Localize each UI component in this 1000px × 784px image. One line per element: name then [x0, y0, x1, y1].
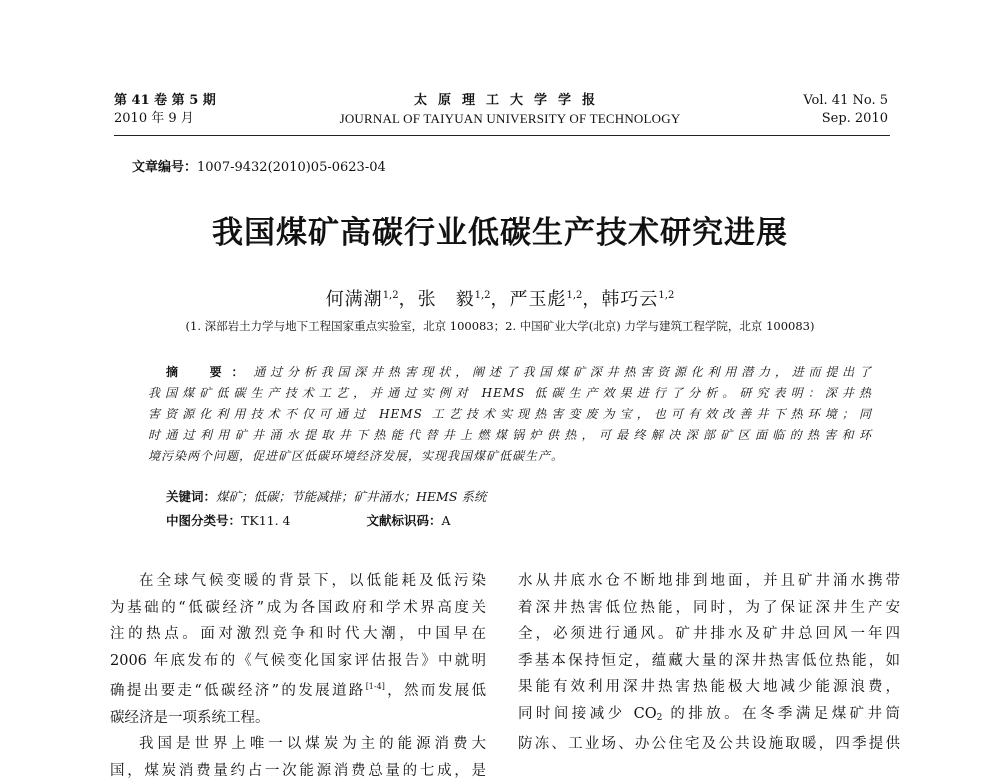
clc-value: TK11. 4: [241, 513, 290, 528]
author-name: 严玉彪: [510, 289, 567, 310]
body-line: 水从井底水仓不断地排到地面，并且矿井涌水携带: [518, 568, 900, 595]
keywords-label: 关键词：: [166, 489, 216, 504]
author-affil-sup: 1,2: [475, 290, 491, 301]
paper-title: 我国煤矿高碳行业低碳生产技术研究进展: [0, 207, 1000, 252]
article-number-value: 1007-9432(2010)05-0623-04: [197, 160, 386, 175]
header-rule: [114, 135, 890, 136]
body-line: 季基本保持恒定，蕴藏大量的深井热害低位热能，如: [518, 648, 900, 675]
body-line: 2006 年底发布的《气候变化国家评估报告》中就明: [110, 648, 486, 675]
body-line: 注的热点。面对激烈竞争和时代大潮，中国早在: [110, 621, 486, 648]
body-line: 在全球气候变暖的背景下，以低能耗及低污染: [110, 568, 486, 595]
body-line: 同时间接减少 $CO_2$ 的排放。在冬季满足煤矿井筒: [518, 701, 900, 732]
affiliation: (1. 深部岩土力学与地下工程国家重点实验室，北京 100083；2. 中国矿业大学(北京) 力学与建筑工程学院，北京 100083): [0, 318, 1000, 334]
body-line: 确提出要走“低碳经济”的发展道路[1-4]，然而发展低: [110, 674, 486, 705]
journal-title-en: JOURNAL OF TAIYUAN UNIVERSITY OF TECHNOLOGY: [300, 110, 720, 128]
header-center: [300, 92, 720, 128]
volume-issue: 第 41 卷 第 5 期: [114, 92, 216, 110]
header-left: [114, 92, 216, 128]
body-column-right: [518, 568, 900, 758]
citation-ref: [1-4]: [366, 682, 385, 691]
body-column-left: [110, 568, 486, 784]
body-line: 国，煤炭消费量约占一次能源消费总量的七成，是: [110, 758, 486, 784]
clc-label: 中图分类号：: [166, 513, 241, 528]
article-number: [132, 156, 386, 175]
abstract: [148, 362, 872, 467]
journal-title-cn: 太原理工大学学报: [300, 92, 720, 110]
classification: [166, 511, 451, 529]
abstract-line: 境污染两个问题，促进矿区低碳环境经济发展，实现我国煤矿低碳生产。: [148, 446, 872, 467]
header-right: [803, 92, 888, 128]
author-name: 韩巧云: [601, 289, 658, 310]
body-line: 果能有效利用深井热害热能极大地减少能源浪费，: [518, 674, 900, 701]
vol-no: Vol. 41 No. 5: [803, 92, 888, 110]
date-en: Sep. 2010: [803, 110, 888, 128]
abstract-line: 摘 要：通过分析我国深井热害现状，阐述了我国煤矿深井热害资源化利用潜力，进而提出了: [148, 362, 872, 383]
body-line: 防冻、工业场、办公住宅及公共设施取暖，四季提供: [518, 731, 900, 758]
doc-code-value: A: [442, 513, 451, 528]
body-line: 着深井热害低位热能，同时，为了保证深井生产安: [518, 595, 900, 622]
article-number-label: 文章编号：: [132, 160, 197, 175]
abstract-line: 时通过利用矿井涌水提取井下热能代替井上燃煤锅炉供热，可最终解决深部矿区面临的热害和环: [148, 425, 872, 446]
author-affil-sup: 1,2: [383, 290, 399, 301]
author-affil-sup: 1,2: [567, 290, 583, 301]
date-cn: 2010 年 9 月: [114, 110, 216, 128]
doc-code-label: 文献标识码：: [367, 513, 442, 528]
keywords: [166, 487, 486, 505]
author-name: 张 毅: [418, 289, 475, 310]
body-line: 我国是世界上唯一以煤炭为主的能源消费大: [110, 731, 486, 758]
abstract-line: 害资源化利用技术不仅可通过 HEMS 工艺技术实现热害变废为宝，也可有效改善井下热环境；同: [148, 404, 872, 425]
body-line: 碳经济是一项系统工程。: [110, 705, 486, 732]
body-line: 为基础的“低碳经济”成为各国政府和学术界高度关: [110, 595, 486, 622]
subscript: 2: [657, 713, 663, 723]
keywords-value: 煤矿；低碳；节能减排；矿井涌水；HEMS 系统: [216, 489, 486, 504]
author-name: 何满潮: [326, 289, 383, 310]
abstract-label: 摘 要：: [166, 365, 253, 379]
abstract-line: 我国煤矿低碳生产技术工艺，并通过实例对 HEMS 低碳生产效果进行了分析。研究表明：深井热: [148, 383, 872, 404]
author-list: 何满潮$^{1,2}$，张 毅$^{1,2}$，严玉彪$^{1,2}$，韩巧云$^{1,2}$: [0, 285, 1000, 311]
body-line: 全，必须进行通风。矿井排水及矿井总回风一年四: [518, 621, 900, 648]
author-affil-sup: 1,2: [658, 290, 674, 301]
